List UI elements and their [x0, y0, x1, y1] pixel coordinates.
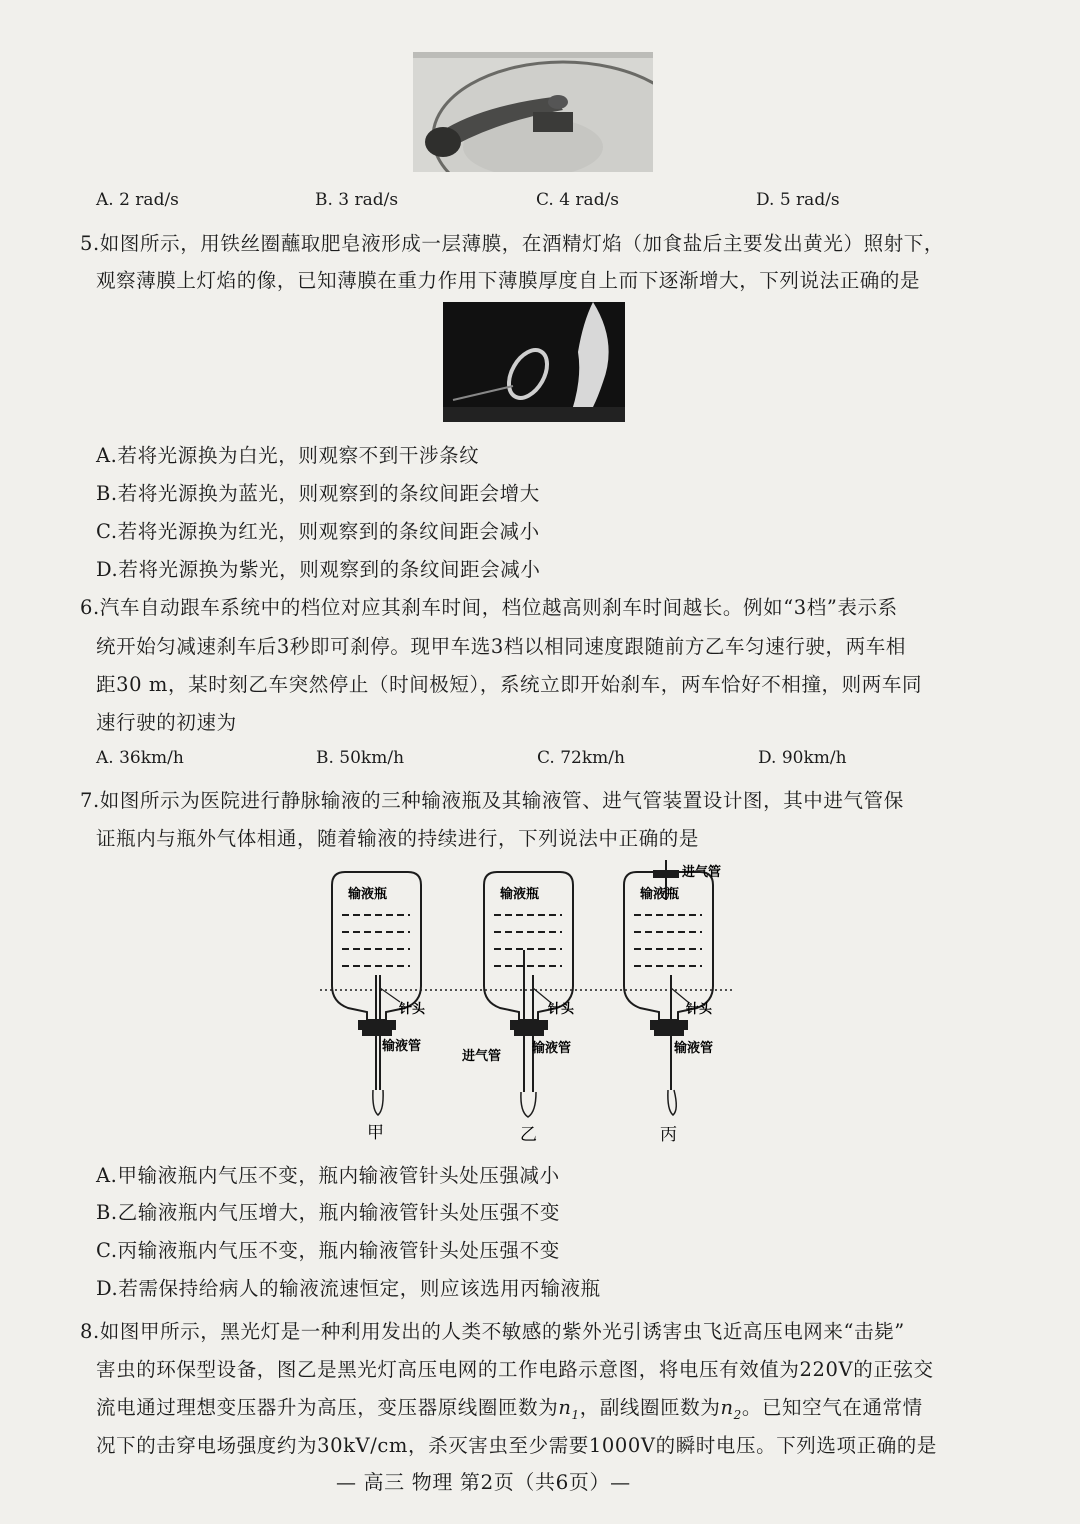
- q8-stem-line3: [96, 1392, 923, 1422]
- needle-label-jia: 针头: [399, 1002, 426, 1017]
- n1-letter: n: [558, 1396, 572, 1419]
- q7-stem-line1: 7.如图所示为医院进行静脉输液的三种输液瓶及其输液管、进气管装置设计图，其中进气管保: [80, 789, 904, 812]
- soap-film-photo: [443, 302, 625, 422]
- q5-option-b: B.若将光源换为蓝光，则观察到的条纹间距会增大: [96, 482, 540, 505]
- infusion-bottle-diagram: [310, 860, 750, 1150]
- caption-bing: 丙: [660, 1125, 677, 1145]
- q7-option-a: A.甲输液瓶内气压不变，瓶内输液管针头处压强减小: [96, 1164, 560, 1187]
- q5-option-a: A.若将光源换为白光，则观察不到干涉条纹: [96, 444, 480, 467]
- q7-option-c: C.丙输液瓶内气压不变，瓶内输液管针头处压强不变: [96, 1239, 560, 1262]
- q6-stem-line2: 统开始匀减速刹车后3秒即可刹停。现甲车选3档以相同速度跟随前方乙车匀速行驶，两车相: [96, 635, 906, 658]
- q7-stem-line2: 证瓶内与瓶外气体相通，随着输液的持续进行，下列说法中正确的是: [96, 827, 700, 850]
- inlet-label-yi: 进气管: [462, 1049, 502, 1064]
- q8-stem-line2: 害虫的环保型设备，图乙是黑光灯高压电网的工作电路示意图，将电压有效值为220V的正弦交: [96, 1358, 934, 1381]
- q4-option-b: B. 3 rad/s: [315, 190, 399, 210]
- n2-variable: [720, 1396, 742, 1422]
- q6-option-a: A. 36km/h: [96, 748, 184, 768]
- q8-line3-part-b: ，副线圈匝数为: [579, 1396, 721, 1419]
- n2-letter: n: [720, 1396, 734, 1419]
- inlet-label-bing: 进气管: [682, 865, 722, 880]
- tube-label-bing: 输液管: [674, 1041, 714, 1056]
- bottle-label-jia: 输液瓶: [348, 887, 388, 902]
- needle-label-yi: 针头: [548, 1002, 575, 1017]
- n2-subscript: 2: [733, 1407, 742, 1422]
- bottle-label-bing: 输液瓶: [640, 887, 680, 902]
- n1-variable: [558, 1396, 580, 1422]
- q5-stem-line1: 5.如图所示，用铁丝圈蘸取肥皂液形成一层薄膜，在酒精灯焰（加食盐后主要发出黄光）照射下，: [80, 232, 945, 255]
- q4-option-c: C. 4 rad/s: [536, 190, 620, 210]
- tube-label-yi: 输液管: [532, 1041, 572, 1056]
- q6-option-b: B. 50km/h: [316, 748, 405, 768]
- caption-jia: 甲: [367, 1123, 384, 1143]
- bottle-label-yi: 输液瓶: [500, 887, 540, 902]
- q5-option-c: C.若将光源换为红光，则观察到的条纹间距会减小: [96, 520, 540, 543]
- needle-label-bing: 针头: [686, 1002, 713, 1017]
- q8-line3-part-a: 流电通过理想变压器升为高压，变压器原线圈匝数为: [96, 1396, 559, 1419]
- q4-option-a: A. 2 rad/s: [96, 190, 179, 210]
- q6-stem-line4: 速行驶的初速为: [96, 711, 237, 734]
- q6-stem-line3: 距30 m，某时刻乙车突然停止（时间极短），系统立即开始刹车，两车恰好不相撞，则两车同: [96, 673, 923, 696]
- q8-stem-line4: 况下的击穿电场强度约为30kV/cm，杀灭害虫至少需要1000V的瞬时电压。下列选项正确的是: [96, 1434, 938, 1457]
- q6-option-c: C. 72km/h: [537, 748, 625, 768]
- tube-label-jia: 输液管: [382, 1039, 422, 1054]
- q7-option-b: B.乙输液瓶内气压增大，瓶内输液管针头处压强不变: [96, 1201, 560, 1224]
- page-footer: — 高三 物理 第2页（共6页）—: [336, 1470, 631, 1494]
- q5-option-d: D.若将光源换为紫光，则观察到的条纹间距会减小: [96, 558, 541, 581]
- q6-option-d: D. 90km/h: [758, 748, 847, 768]
- q7-option-d: D.若需保持给病人的输液流速恒定，则应该选用丙输液瓶: [96, 1277, 601, 1300]
- turntable-photo: [413, 52, 653, 172]
- q5-stem-line2: 观察薄膜上灯焰的像，已知薄膜在重力作用下薄膜厚度自上而下逐渐增大，下列说法正确的是: [96, 269, 921, 292]
- caption-yi: 乙: [520, 1125, 537, 1145]
- n1-subscript: 1: [571, 1407, 580, 1422]
- q8-stem-line1: 8.如图甲所示，黑光灯是一种利用发出的人类不敏感的紫外光引诱害虫飞近高压电网来“击毙”: [80, 1320, 905, 1343]
- q6-stem-line1: 6.汽车自动跟车系统中的档位对应其刹车时间，档位越高则刹车时间越长。例如“3档”表示系: [80, 596, 898, 619]
- q8-line3-part-c: 。已知空气在通常情: [741, 1396, 923, 1419]
- q4-option-d: D. 5 rad/s: [756, 190, 840, 210]
